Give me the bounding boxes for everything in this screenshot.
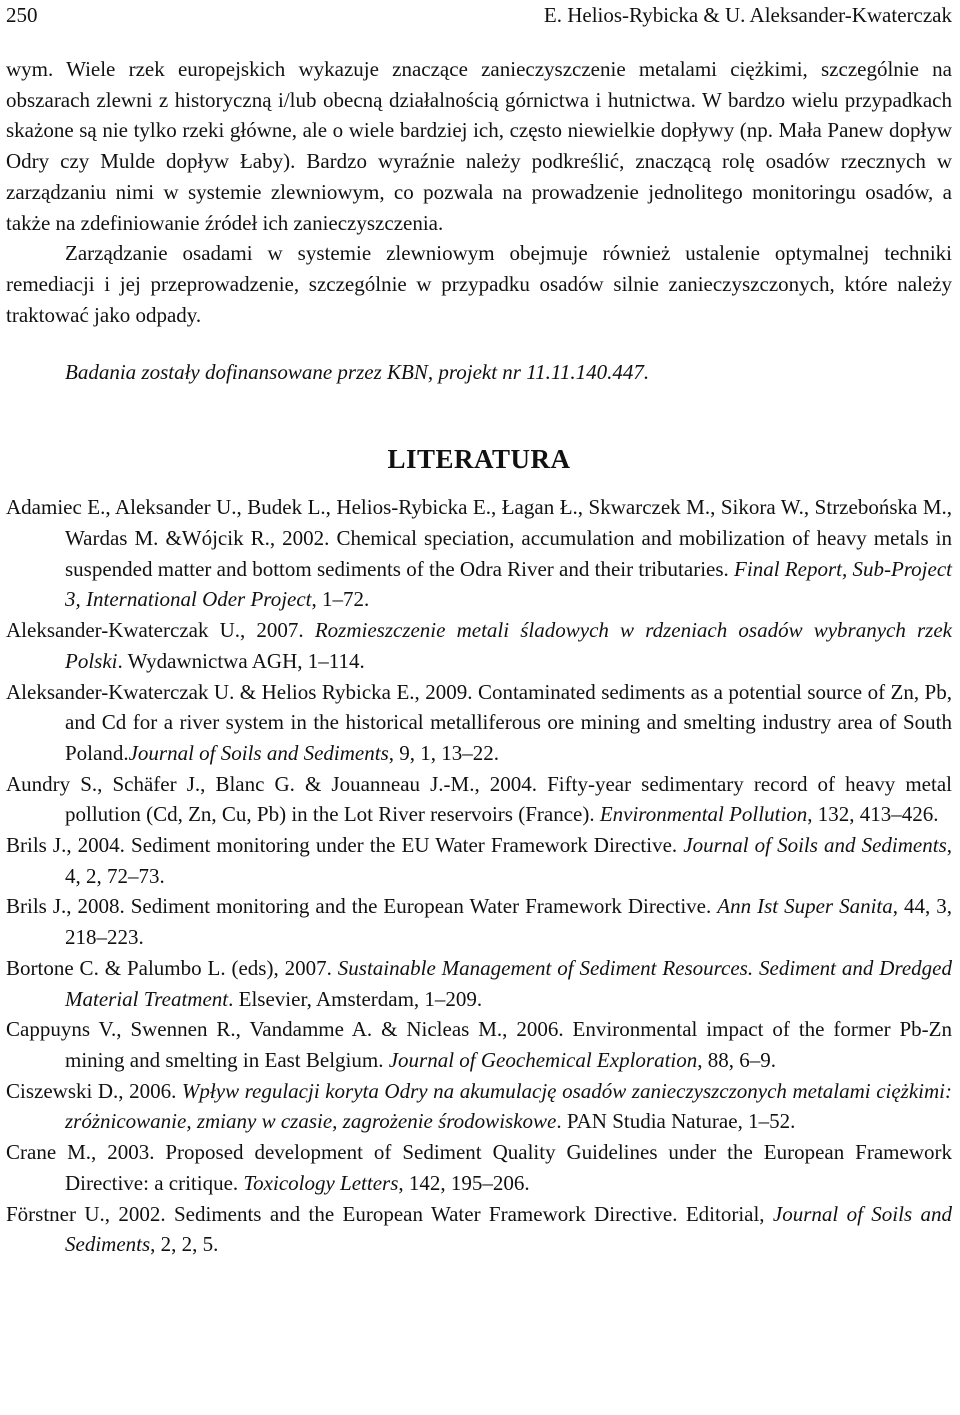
reference-details: , 4, 2, 72–73.: [65, 833, 952, 888]
reference-text: Bortone C. & Palumbo L. (eds), 2007.: [6, 955, 338, 980]
reference-text: Adamiec E., Aleksander U., Budek L., Helios-Rybicka E., Łagan Ł., Skwarczek M., Sikora W., Strzebońska M., Wardas M. &Wójcik R., 2002. Chemical speciation, accumulation and mobilization of heavy metals in suspended matter and bottom sediments of the Odra River and their tributaries.: [6, 495, 952, 581]
body-text: [6, 54, 952, 330]
reference-source: Ann Ist Super Sanita: [717, 894, 893, 919]
reference-text: Aleksander-Kwaterczak U., 2007.: [6, 618, 315, 643]
reference-details: , 132, 413–426.: [807, 802, 939, 827]
reference-details: , 2, 2, 5.: [150, 1232, 219, 1257]
reference-source: Toxicology Letters: [243, 1170, 399, 1195]
reference-text: Brils J., 2004. Sediment monitoring under the EU Water Framework Directive.: [6, 833, 684, 858]
reference-item: [6, 1076, 952, 1137]
reference-details: , 44, 3, 218–223.: [65, 894, 952, 950]
reference-item: [6, 492, 952, 615]
reference-source: Sustainable Management of Sediment Resources. Sediment and Dredged Material Treatment: [65, 955, 952, 1011]
reference-item: [6, 1199, 952, 1260]
reference-details: , 88, 6–9.: [697, 1047, 777, 1072]
reference-text: Aleksander-Kwaterczak U. & Helios Rybicka E., 2009. Contaminated sediments as a potential source of Zn, Pb, and Cd for a river system in the historical metalliferous ore mining and smelting industry area of South Poland.: [6, 679, 952, 765]
reference-list: [6, 492, 952, 1260]
reference-item: [6, 677, 952, 769]
body-paragraph: wym. Wiele rzek europejskich wykazuje znaczące zanieczyszczenie metalami ciężkimi, szczególnie na obszarach zlewni z historyczną i/lub obecną działalnością górnictwa i hutnictwa. W bardzo wielu przypadkach skażone są nie tylko rzeki główne, ale o wiele bardziej ich, często niewielkie dopływy (np. Mała Panew dopływ Odry czy Mulde dopływ Łaby). Bardzo wyraźnie należy podkreślić, znaczącą rolę osadów rzecznych w zarządzaniu nimi w systemie zlewniowym, co pozwala na prowadzenie jednolitego monitoringu osadów, a także na zdefiniowanie źródeł ich zanieczyszczenia.: [6, 57, 952, 235]
reference-item: [6, 953, 952, 1014]
reference-source: Journal of Soils and Sediments: [128, 740, 389, 765]
reference-item: [6, 891, 952, 952]
reference-details: . Wydawnictwa AGH, 1–114.: [117, 648, 365, 673]
reference-item: [6, 830, 952, 891]
document-page: [6, 0, 952, 1260]
reference-details: . PAN Studia Naturae, 1–52.: [556, 1109, 796, 1134]
reference-source: Journal of Soils and Sediments: [683, 833, 947, 858]
reference-text: Förstner U., 2002. Sediments and the European Water Framework Directive. Editorial,: [6, 1201, 773, 1226]
reference-item: [6, 769, 952, 830]
acknowledgement: Badania zostały dofinansowane przez KBN, projekt nr 11.11.140.447.: [65, 360, 650, 385]
reference-item: [6, 1014, 952, 1075]
reference-item: [6, 615, 952, 676]
reference-source: Journal of Soils and Sediments: [65, 1201, 952, 1257]
reference-text: Ciszewski D., 2006.: [6, 1078, 182, 1103]
body-paragraph: Zarządzanie osadami w systemie zlewniowym obejmuje również ustalenie optymalnej techniki remediacji i jej przeprowadzenie, szczególnie w przypadku osadów silnie zanieczyszczonych, które należy traktować jako odpady.: [6, 241, 952, 327]
running-title: E. Helios-Rybicka & U. Aleksander-Kwaterczak: [543, 3, 952, 27]
reference-details: . Elsevier, Amsterdam, 1–209.: [228, 986, 483, 1011]
reference-details: , 9, 1, 13–22.: [388, 740, 499, 765]
reference-text: Aundry S., Schäfer J., Blanc G. & Jouanneau J.-M., 2004. Fifty-year sedimentary record of heavy metal pollution (Cd, Zn, Cu, Pb) in the Lot River reservoirs (France).: [6, 771, 952, 827]
reference-source: Rozmieszczenie metali śladowych w rdzeniach osadów wybranych rzek Polski: [65, 618, 952, 673]
page-number: 250: [6, 3, 38, 27]
reference-source: Wpływ regulacji koryta Odry na akumulację osadów zanieczyszczonych metalami ciężkimi: zróżnicowanie, zmiany w czasie, zagrożenie środowiskowe: [65, 1078, 952, 1134]
reference-source: Environmental Pollution: [599, 802, 808, 827]
reference-text: Crane M., 2003. Proposed development of Sediment Quality Guidelines under the European Framework Directive: a critique.: [6, 1140, 952, 1195]
reference-details: , 1–72.: [311, 587, 370, 612]
page-header: [6, 3, 952, 27]
reference-source: Journal of Geochemical Exploration: [388, 1047, 698, 1072]
reference-details: , 142, 195–206.: [398, 1170, 530, 1195]
reference-source: Final Report, Sub-Project 3, International Oder Project: [65, 556, 952, 612]
reference-text: Cappuyns V., Swennen R., Vandamme A. & Nicleas M., 2006. Environmental impact of the former Pb-Zn mining and smelting in East Belgium.: [6, 1017, 952, 1072]
reference-text: Brils J., 2008. Sediment monitoring and the European Water Framework Directive.: [6, 894, 718, 919]
section-title: LITERATURA: [387, 444, 571, 475]
reference-item: [6, 1137, 952, 1198]
